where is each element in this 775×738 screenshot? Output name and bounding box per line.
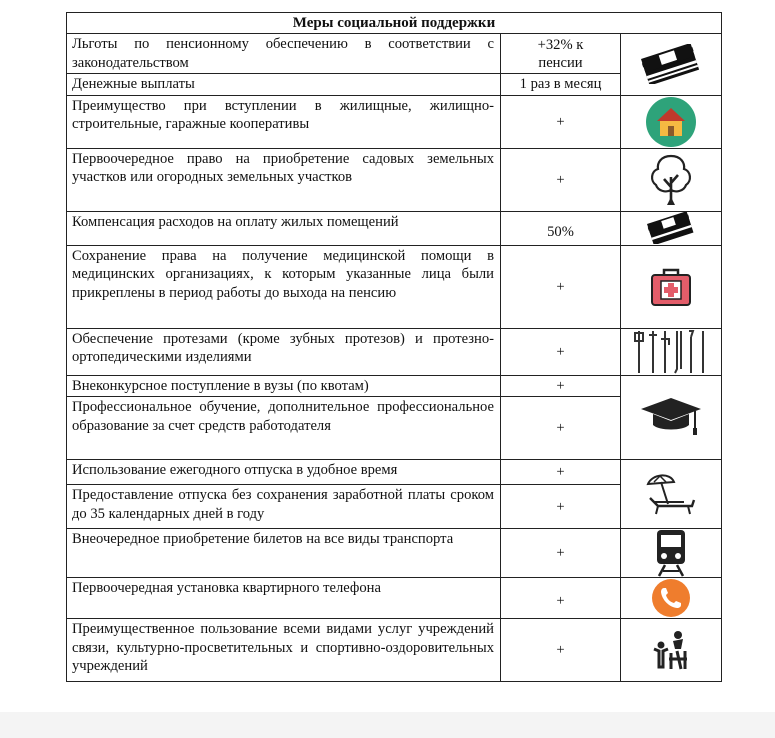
benefit-value: 50% <box>501 211 621 245</box>
table-row <box>67 375 722 397</box>
train-icon <box>621 529 722 578</box>
benefit-value: + <box>501 375 621 397</box>
table-row <box>67 245 722 328</box>
benefit-value: + <box>501 485 621 529</box>
people-icon <box>621 619 722 682</box>
table-row <box>67 460 722 485</box>
graduation-cap-icon <box>621 375 722 460</box>
benefit-text: Внеконкурсное поступление в вузы (по квотам) <box>67 375 501 397</box>
table-row <box>67 328 722 375</box>
beach-chair-icon <box>621 460 722 529</box>
benefit-value: + <box>501 95 621 148</box>
benefit-text: Профессиональное обучение, дополнительное профессиональное образование за счет средств работодателя <box>67 397 501 460</box>
benefit-text: Обеспечение протезами (кроме зубных протезов) и протезно-ортопедическими изделиями <box>67 328 501 375</box>
benefit-text: Сохранение права на получение медицинской помощи в медицинских организациях, к которым указанные лица были прикреплены в период работы до выхода на пенсию <box>67 245 501 328</box>
tools-icon <box>621 328 722 375</box>
benefit-value: + <box>501 397 621 460</box>
medical-bag-icon <box>621 245 722 328</box>
table-row <box>67 95 722 148</box>
benefit-text: Денежные выплаты <box>67 74 501 96</box>
benefit-value: + <box>501 460 621 485</box>
money-icon <box>621 34 722 96</box>
social-support-table <box>66 12 722 682</box>
page-bottom-margin <box>0 712 775 738</box>
phone-icon <box>621 578 722 619</box>
benefit-value: + <box>501 245 621 328</box>
table-row <box>67 211 722 245</box>
benefit-text: Внеочередное приобретение билетов на все виды транспорта <box>67 529 501 578</box>
table-title: Меры социальной поддержки <box>67 13 722 34</box>
table-row <box>67 578 722 619</box>
table-row <box>67 529 722 578</box>
benefit-text: Первоочередное право на приобретение садовых земельных участков или огородных земельных участков <box>67 148 501 211</box>
benefit-text: Преимущественное пользование всеми видами услуг учреждений связи, культурно-просветительных и спортивно-оздоровительных учреждений <box>67 619 501 682</box>
benefit-value: + <box>501 619 621 682</box>
benefit-text: Преимущество при вступлении в жилищные, жилищно-строительные, гаражные кооперативы <box>67 95 501 148</box>
benefit-text: Предоставление отпуска без сохранения заработной платы сроком до 35 календарных дней в году <box>67 485 501 529</box>
table-row <box>67 148 722 211</box>
benefit-value: + <box>501 328 621 375</box>
tree-icon <box>621 148 722 211</box>
benefit-text: Использование ежегодного отпуска в удобное время <box>67 460 501 485</box>
table-row <box>67 619 722 682</box>
benefit-text: Льготы по пенсионному обеспечению в соответствии с законодательством <box>67 34 501 74</box>
benefit-text: Компенсация расходов на оплату жилых помещений <box>67 211 501 245</box>
benefit-value: + <box>501 148 621 211</box>
house-icon <box>621 95 722 148</box>
benefit-value: + <box>501 578 621 619</box>
money-icon <box>621 211 722 245</box>
benefit-value: +32% к пенсии <box>501 34 621 74</box>
benefit-value: + <box>501 529 621 578</box>
benefit-value: 1 раз в месяц <box>501 74 621 96</box>
table-row <box>67 34 722 74</box>
benefit-text: Первоочередная установка квартирного телефона <box>67 578 501 619</box>
